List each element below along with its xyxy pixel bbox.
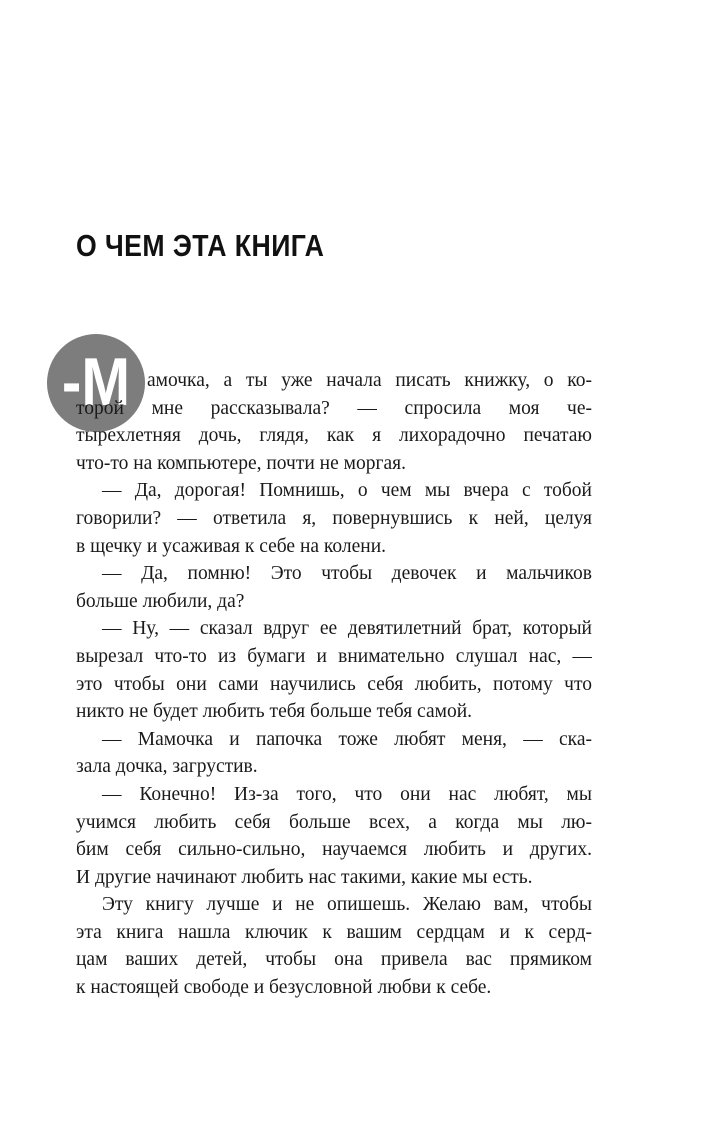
- text-line: к настоящей свободе и безусловной любви к себе.: [76, 977, 492, 999]
- text-line: тырехлетняя дочь, глядя, как я лихорадочно печатаю: [76, 425, 592, 447]
- text-line: Эту книгу лучше и не опишешь. Желаю вам, чтобы: [102, 894, 592, 916]
- text-line: торой мне рассказывала? — спросила моя че-: [76, 397, 592, 419]
- text-line: — Конечно! Из-за того, что они нас любят, мы: [102, 783, 592, 805]
- text-line: говорили? — ответила я, повернувшись к ней, целуя: [76, 507, 592, 529]
- text-line: это чтобы они сами научились себя любить, потому что: [76, 673, 592, 695]
- text-line: цам ваших детей, чтобы она привела вас прямиком: [76, 949, 592, 971]
- body-text: [76, 367, 592, 1002]
- text-line: эта книга нашла ключик к вашим сердцам и к серд-: [76, 921, 592, 943]
- text-line: бим себя сильно-сильно, научаемся любить и других.: [76, 839, 592, 861]
- paragraph: [76, 560, 592, 615]
- text-line: — Ну, — сказал вдруг ее девятилетний брат, который: [102, 618, 592, 640]
- text-line: больше любили, да?: [76, 590, 245, 612]
- paragraph: [76, 477, 592, 560]
- text-line: никто не будет любить тебя больше тебя самой.: [76, 701, 473, 723]
- paragraph: [76, 726, 592, 781]
- text-line: зала дочка, загрустив.: [76, 756, 258, 778]
- text-line: — Мамочка и папочка тоже любят меня, — ска-: [102, 728, 592, 750]
- drop-cap-letter: -М: [61, 344, 131, 420]
- text-line: — Да, помню! Это чтобы девочек и мальчиков: [102, 563, 592, 585]
- paragraph: [76, 891, 592, 1001]
- text-line: вырезал что-то из бумаги и внимательно слушал нас, —: [76, 645, 592, 667]
- paragraph: [76, 367, 592, 477]
- paragraph: [76, 615, 592, 725]
- text-line: в щечку и усаживая к себе на колени.: [76, 535, 387, 557]
- text-line: амочка, а ты уже начала писать книжку, о ко-: [147, 370, 592, 391]
- text-line: что-то на компьютере, почти не моргая.: [76, 452, 406, 474]
- text-line: И другие начинают любить нас такими, какие мы есть.: [76, 866, 533, 888]
- text-line: — Да, дорогая! Помнишь, о чем мы вчера с тобой: [102, 480, 592, 502]
- chapter-title: О ЧЕМ ЭТА КНИГА: [76, 228, 325, 263]
- paragraph: [76, 781, 592, 891]
- text-line: учимся любить себя больше всех, а когда мы лю-: [76, 811, 592, 833]
